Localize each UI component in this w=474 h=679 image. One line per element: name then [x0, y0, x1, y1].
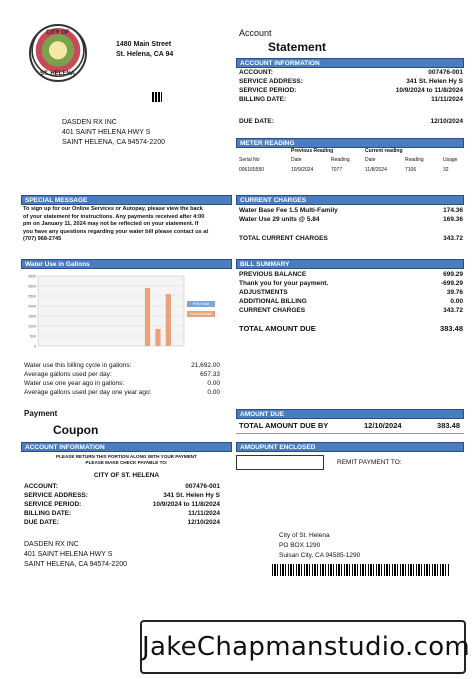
chart-y-tick-label: 500 — [30, 334, 36, 339]
city-address-line1: 1480 Main Street — [116, 41, 172, 48]
account-info-label: SERVICE PERIOD: — [239, 87, 297, 94]
city-seal-logo — [29, 24, 87, 82]
amount-due-value: 383.48 — [437, 421, 460, 430]
usage-stat-value: 657.33 — [200, 371, 220, 378]
total-amount-due-label: TOTAL AMOUNT DUE — [239, 324, 316, 333]
meter-col-header: Date — [291, 157, 302, 163]
bill-summary-value: -699.29 — [440, 280, 463, 287]
coupon-account-value: 341 St. Helen Hy S — [163, 492, 220, 499]
total-current-charges-label: TOTAL CURRENT CHARGES — [239, 235, 328, 242]
bill-summary-label: ADDITIONAL BILLING — [239, 298, 307, 305]
chart-y-tick-label: 1000 — [28, 324, 36, 329]
chart-y-tick-label: 2000 — [28, 304, 36, 309]
coupon-account-row — [24, 519, 220, 527]
meter-col-value: 10/9/2024 — [291, 167, 314, 173]
special-message-bar: SPECIAL MESSAGE — [21, 195, 232, 205]
usage-stat-value: 21,692.00 — [191, 362, 220, 369]
bill-summary-value: 0.00 — [450, 298, 463, 305]
meter-curr-heading: Current reading — [365, 148, 403, 154]
usage-stat-label: Average gallons used per day: — [24, 371, 112, 378]
coupon-account-label: ACCOUNT: — [24, 483, 58, 490]
current-charges-bar: CURRENT CHARGES — [236, 195, 464, 205]
meter-col-header: Date — [365, 157, 376, 163]
coupon-account-label: DUE DATE: — [24, 519, 59, 526]
remit-line2: PO BOX 1290 — [279, 542, 321, 549]
meter-col-header: Usage — [443, 157, 458, 163]
chart-y-tick-label: 2500 — [28, 294, 36, 299]
legend-current-use: Current Use — [187, 311, 215, 317]
coupon-customer-address1: 401 SAINT HELENA HWY S — [24, 551, 113, 558]
coupon-account-value: 10/9/2024 to 11/8/2024 — [152, 501, 220, 508]
meter-prev-heading: Previous Reading — [291, 148, 334, 154]
account-info-value: 007476-001 — [428, 69, 463, 76]
logo-top-text: CITY OF — [46, 30, 70, 36]
meter-col-value: 7077 — [331, 167, 343, 173]
account-info-row — [239, 87, 463, 95]
total-amount-due-value: 383.48 — [440, 324, 463, 333]
bill-summary-value: 699.29 — [443, 271, 463, 278]
coupon-account-label: BILLING DATE: — [24, 510, 72, 517]
statement-heading-2: Statement — [268, 40, 327, 54]
bill-summary-label: PREVIOUS BALANCE — [239, 271, 307, 278]
coupon-account-row — [24, 492, 220, 500]
meter-col-header: Reading — [331, 157, 350, 163]
bill-summary-row — [239, 280, 463, 288]
coupon-account-row — [24, 483, 220, 491]
customer-address2: SAINT HELENA, CA 94574-2200 — [62, 139, 165, 146]
bill-summary-row — [239, 289, 463, 297]
logo-bottom-text: ST. HELENA — [40, 71, 76, 77]
usage-stat-label: Water use this billing cycle in gallons: — [24, 362, 132, 369]
coupon-account-value: 11/11/2024 — [188, 510, 220, 517]
coupon-customer-address2: SAINT HELENA, CA 94574-2200 — [24, 561, 127, 568]
bill-summary-label: Thank you for your payment. — [239, 280, 329, 287]
usage-stat-row — [24, 371, 220, 379]
due-date-row — [239, 118, 463, 126]
current-charge-row — [239, 216, 463, 224]
total-current-charges-row — [239, 235, 463, 243]
remit-label: REMIT PAYMENT TO: — [337, 459, 402, 466]
meter-col-value: 7106 — [405, 167, 417, 173]
qr-code-icon — [152, 92, 162, 102]
bill-summary-label: ADJUSTMENTS — [239, 289, 288, 296]
account-info-row — [239, 69, 463, 77]
usage-stat-value: 0.00 — [207, 389, 220, 396]
water-use-chart — [22, 270, 212, 356]
total-current-charges-value: 343.72 — [443, 235, 463, 242]
bill-summary-row — [239, 271, 463, 279]
amount-due-label: TOTAL AMOUNT DUE BY — [239, 421, 329, 430]
amount-due-bar: AMOUNT DUE — [236, 409, 464, 419]
barcode-icon — [272, 564, 450, 576]
amount-due-divider — [236, 433, 464, 434]
amount-due-date: 12/10/2024 — [364, 421, 402, 430]
customer-address1: 401 SAINT HELENA HWY S — [62, 129, 151, 136]
bill-summary-bar: BILL SUMMARY — [236, 259, 464, 269]
due-date-value: 12/10/2024 — [430, 118, 463, 125]
chart-bar — [155, 329, 160, 346]
account-info-label: ACCOUNT: — [239, 69, 273, 76]
remit-line1: City of St. Helena — [279, 532, 330, 539]
account-info-value: 11/11/2024 — [431, 96, 463, 103]
coupon-payable-to: CITY OF ST. HELENA — [93, 472, 160, 479]
bill-summary-value: 343.72 — [443, 307, 463, 314]
coupon-account-value: 007476-001 — [185, 483, 220, 490]
bill-summary-row — [239, 298, 463, 306]
account-info-value: 341 St. Helen Hy S — [406, 78, 463, 85]
meter-col-header: Reading — [405, 157, 424, 163]
usage-stat-row — [24, 389, 220, 397]
coupon-account-label: SERVICE PERIOD: — [24, 501, 82, 508]
water-use-bar: Water Use in Gallons — [21, 259, 232, 269]
coupon-customer-name: DASDEN RX INC — [24, 541, 79, 548]
chart-y-tick-label: 1500 — [28, 314, 36, 319]
current-charge-row — [239, 207, 463, 215]
watermark: JakeChapmanstudio.com — [140, 620, 466, 674]
coupon-heading-1: Payment — [24, 409, 58, 418]
chart-y-tick-label: 3500 — [28, 274, 36, 279]
meter-reading-bar: METER READING — [236, 138, 464, 148]
account-info-row — [239, 96, 463, 104]
coupon-account-bar: ACCOUNT INFORMATION — [21, 442, 232, 452]
meter-col-value: 11/8/2024 — [365, 167, 387, 173]
legend-prior-use: Prior Use — [187, 301, 215, 307]
usage-stat-value: 0.00 — [207, 380, 220, 387]
account-info-value: 10/9/2024 to 11/8/2024 — [395, 87, 463, 94]
special-message-text: To sign up for our Online Services or Autopay, please view the back of your statement for instructions. Any payments received after 4:00 pm on January 11, 2024 may not be reflected on your statement. If you have any questions regarding your water bill please contact us at (707) 968-2745 — [23, 206, 209, 243]
statement-heading-1: Account — [239, 28, 272, 38]
usage-stat-label: Average gallons used per day one year ago: — [24, 389, 152, 396]
chart-bar — [166, 294, 171, 346]
coupon-account-row — [24, 501, 220, 509]
chart-plot-area — [38, 276, 184, 346]
chart-y-tick-label: 0 — [34, 344, 36, 349]
meter-col-header: Serial No — [239, 157, 260, 163]
total-amount-due-row — [239, 325, 463, 333]
due-date-label: DUE DATE: — [239, 118, 274, 125]
meter-col-value: 006165550 — [239, 167, 265, 173]
remit-line3: Suisan City, CA 94585-1290 — [279, 552, 361, 559]
account-info-row — [239, 78, 463, 86]
coupon-heading-2: Coupon — [53, 423, 99, 437]
coupon-account-value: 12/10/2024 — [187, 519, 220, 526]
coupon-account-row — [24, 510, 220, 518]
account-info-label: BILLING DATE: — [239, 96, 287, 103]
current-charge-label: Water Base Fee 1.5 Multi-Family — [239, 207, 338, 214]
current-charge-label: Water Use 29 units @ 5.84 — [239, 216, 320, 223]
coupon-instructions-2: PLEASE MAKE CHECK PAYABLE TO: — [85, 460, 168, 465]
coupon-instructions-1: PLEASE RETURN THIS PORTION ALONG WITH YOUR PAYMENT — [56, 454, 197, 459]
coupon-account-label: SERVICE ADDRESS: — [24, 492, 88, 499]
account-info-bar: ACCOUNT INFORMATION — [236, 58, 464, 68]
usage-stat-label: Water use one year ago in gallons: — [24, 380, 125, 387]
chart-bar — [145, 288, 150, 346]
meter-col-value: 32 — [443, 167, 449, 173]
usage-stat-row — [24, 380, 220, 388]
city-address-line2: St. Helena, CA 94 — [116, 51, 174, 58]
usage-stat-row — [24, 362, 220, 370]
bill-summary-label: CURRENT CHARGES — [239, 307, 306, 314]
amount-enclosed-bar: AMOUPUNT ENCLOSED — [236, 442, 464, 452]
amount-enclosed-input[interactable] — [236, 455, 324, 470]
account-info-label: SERVICE ADDRESS: — [239, 78, 303, 85]
bill-summary-row — [239, 307, 463, 315]
current-charge-value: 169.36 — [443, 216, 463, 223]
customer-name: DASDEN RX INC — [62, 119, 117, 126]
current-charge-value: 174.36 — [443, 207, 463, 214]
bill-summary-value: 39.76 — [446, 289, 463, 296]
chart-y-tick-label: 3000 — [28, 284, 36, 289]
